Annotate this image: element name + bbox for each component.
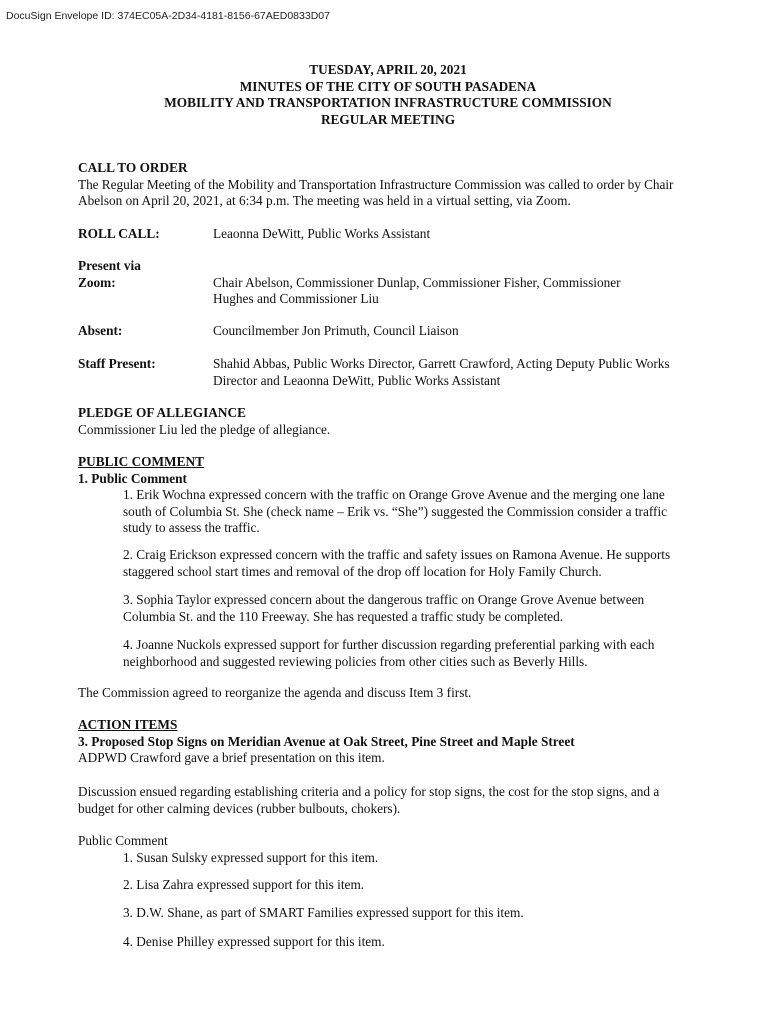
staff-value-line2: Director and Leaonna DeWitt, Public Works Assistant — [213, 372, 501, 388]
pledge-section — [78, 405, 728, 438]
docusign-envelope-id: DocuSign Envelope ID: 374EC05A-2D34-4181-8156-67AED0833D07 — [6, 10, 330, 22]
public-comment-1 — [78, 487, 728, 537]
item-3-discussion — [78, 784, 728, 817]
item-3-comment-1: 1. Susan Sulsky expressed support for this item. — [123, 849, 379, 865]
staff-value-line1: Shahid Abbas, Public Works Director, Garrett Crawford, Acting Deputy Public Works — [213, 356, 670, 371]
absent-label: Absent: — [78, 323, 123, 338]
comment-1-line3: study to assess the traffic. — [123, 520, 260, 535]
comment-1-line2: south of Columbia St. She (check name – Erik vs. “She”) suggested the Commission consider a traffic — [123, 503, 668, 519]
call-to-order-line2: Abelson on April 20, 2021, at 6:34 p.m. The meeting was held in a virtual setting, via Zoom. — [78, 193, 571, 208]
present-label-line2: Zoom: — [78, 274, 116, 290]
absent-value: Councilmember Jon Primuth, Council Liaison — [213, 323, 459, 338]
item-3-comment-3: 3. D.W. Shane, as part of SMART Families expressed support for this item. — [123, 905, 524, 920]
comment-4-line2: neighborhood and suggested reviewing policies from other cities such as Beverly Hills. — [123, 653, 588, 669]
document-title — [78, 62, 698, 128]
discussion-line1: Discussion ensued regarding establishing criteria and a policy for stop signs, the cost for the stop signs, and a — [78, 784, 660, 799]
comment-4-line1: 4. Joanne Nuckols expressed support for further discussion regarding preferential parking with each — [123, 637, 655, 652]
present-row — [78, 258, 728, 308]
comment-3-line1: 3. Sophia Taylor expressed concern about the dangerous traffic on Orange Grove Avenue between — [123, 592, 645, 607]
pledge-heading: PLEDGE OF ALLEGIANCE — [78, 405, 246, 420]
present-value — [213, 275, 733, 308]
item-3-comment-2: 2. Lisa Zahra expressed support for this item. — [123, 877, 365, 892]
pledge-text: Commissioner Liu led the pledge of allegiance. — [78, 421, 331, 437]
present-value-line1: Chair Abelson, Commissioner Dunlap, Commissioner Fisher, Commissioner — [213, 274, 621, 290]
item-3-presentation: ADPWD Crawford gave a brief presentation on this item. — [78, 750, 385, 765]
staff-present-label: Staff Present: — [78, 356, 156, 371]
item-3-public-comment — [78, 833, 728, 866]
public-comment-2 — [78, 547, 770, 580]
comment-2-line2: staggered school start times and removal of the drop off location for Holy Family Church. — [123, 563, 602, 579]
staff-present-row — [78, 356, 728, 390]
call-to-order-heading: CALL TO ORDER — [78, 160, 188, 175]
public-comment-heading: PUBLIC COMMENT — [78, 454, 204, 469]
present-value-line2: Hughes and Commissioner Liu — [213, 291, 379, 306]
comment-3-line2: Columbia St. and the 110 Freeway. She has requested a traffic study be completed. — [123, 608, 564, 624]
roll-call-label: ROLL CALL: — [78, 226, 160, 241]
public-comment-3 — [78, 592, 770, 625]
action-items-heading: ACTION ITEMS — [78, 717, 178, 732]
title-date: TUESDAY, APRIL 20, 2021 — [309, 62, 467, 77]
action-items-section — [78, 717, 728, 767]
item-3-title: 3. Proposed Stop Signs on Meridian Avenue at Oak Street, Pine Street and Maple Street — [78, 733, 575, 749]
title-commission: MOBILITY AND TRANSPORTATION INFRASTRUCTURE COMMISSION — [164, 95, 612, 110]
roll-call-value: Leaonna DeWitt, Public Works Assistant — [213, 226, 431, 241]
absent-row — [78, 323, 728, 341]
public-comment-4 — [78, 637, 770, 670]
roll-call-row — [78, 226, 728, 244]
call-to-order-section — [78, 160, 728, 210]
call-to-order-line1: The Regular Meeting of the Mobility and Transportation Infrastructure Commission was called to order by Chair — [78, 176, 674, 192]
title-meeting-type: REGULAR MEETING — [320, 111, 456, 127]
public-comment-subheading: 1. Public Comment — [78, 470, 187, 486]
item-3-public-comment-label: Public Comment — [78, 833, 168, 848]
comment-1-line1: 1. Erik Wochna expressed concern with the traffic on Orange Grove Avenue and the merging one lane — [123, 487, 665, 502]
agenda-reorganize-note: The Commission agreed to reorganize the agenda and discuss Item 3 first. — [78, 685, 472, 700]
discussion-line2: budget for other calming devices (rubber bulbouts, chokers). — [78, 800, 401, 816]
present-label-line1: Present via — [78, 258, 141, 273]
item-3-comment-4: 4. Denise Philley expressed support for this item. — [123, 934, 385, 949]
comment-2-line1: 2. Craig Erickson expressed concern with the traffic and safety issues on Ramona Avenue. He supports — [123, 547, 671, 562]
staff-present-value — [213, 356, 733, 389]
public-comment-section — [78, 454, 728, 537]
title-minutes: MINUTES OF THE CITY OF SOUTH PASADENA — [239, 78, 537, 94]
